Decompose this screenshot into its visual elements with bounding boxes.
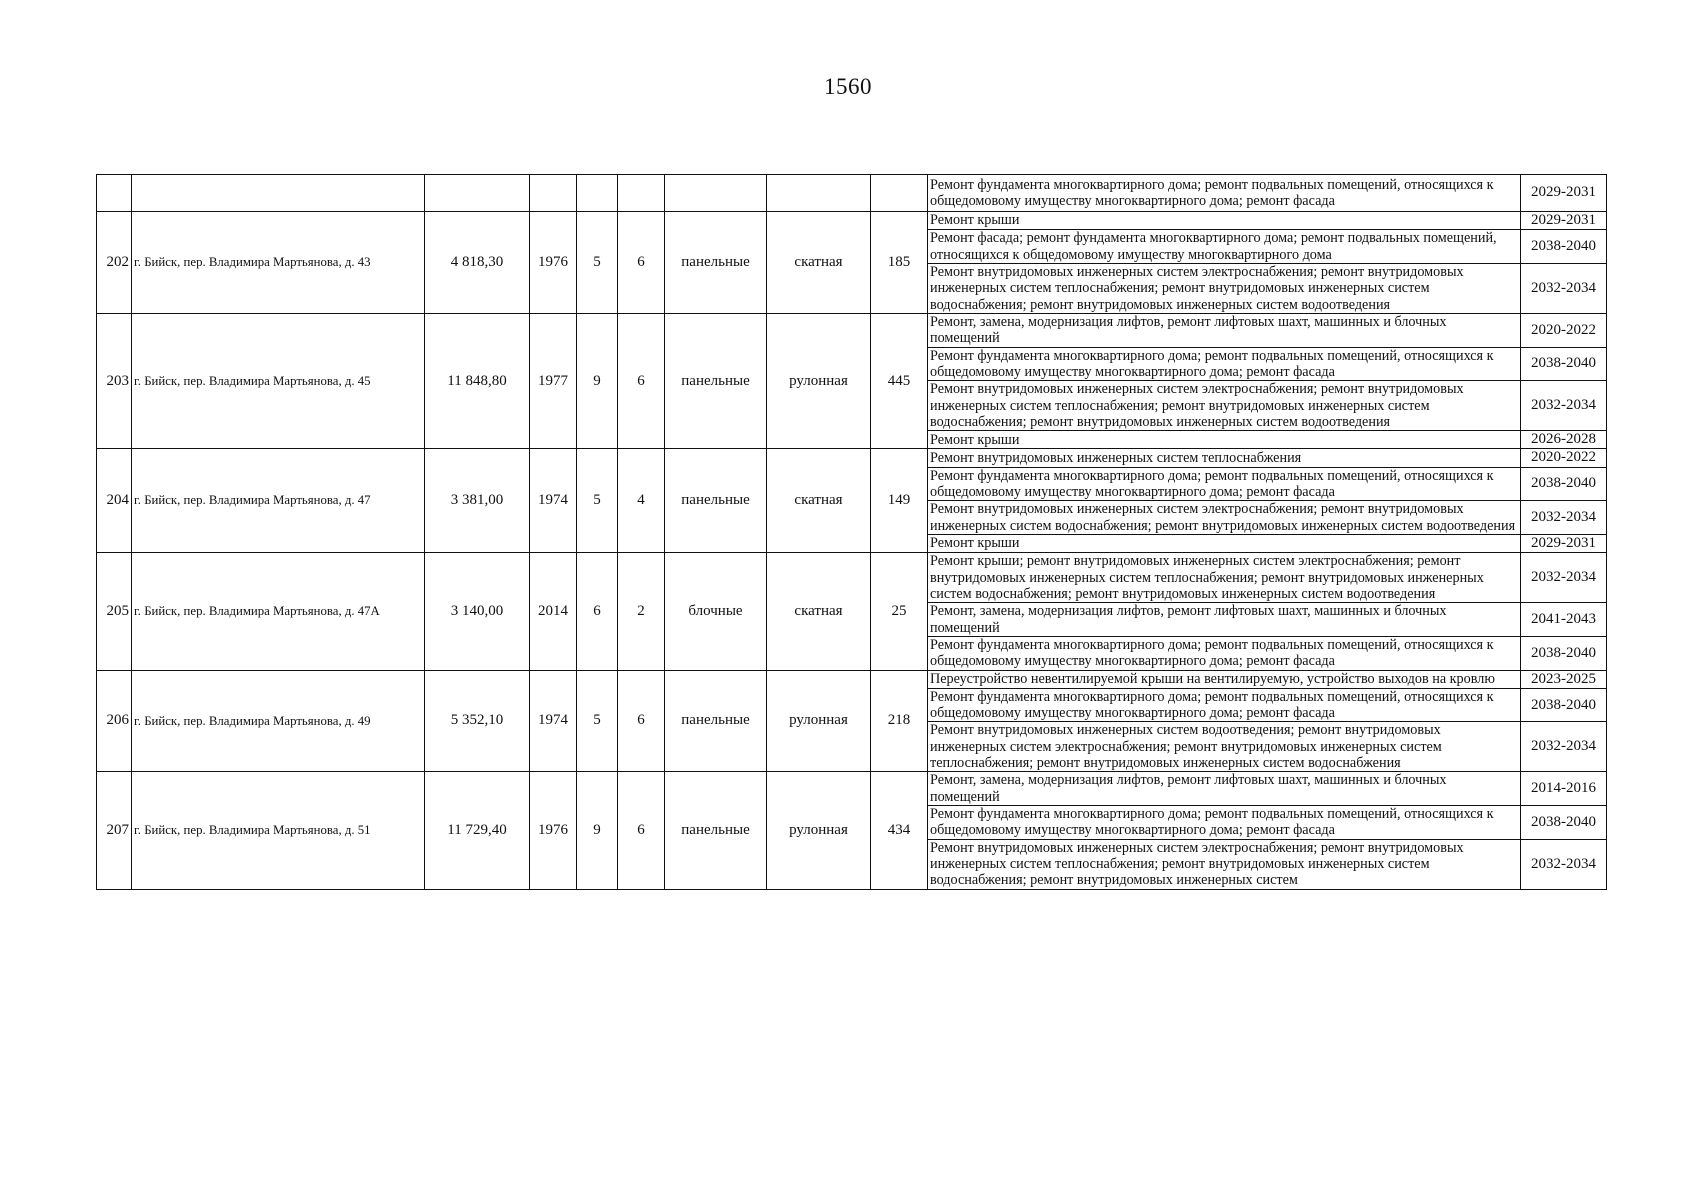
build-year-cell: 1974	[530, 449, 577, 553]
residents-count-cell: 185	[871, 212, 928, 314]
work-description-cell: Ремонт, замена, модернизация лифтов, ремонт лифтовых шахт, машинных и блочных помещений	[928, 603, 1521, 637]
table-row	[97, 212, 1607, 230]
roof-type-cell: рулонная	[767, 670, 871, 772]
work-period-cell: 2038-2040	[1521, 230, 1607, 264]
work-description-cell: Ремонт внутридомовых инженерных систем электроснабжения; ремонт внутридомовых инженерных систем теплоснабжения; ремонт внутридомовых инженерных систем водоснабжения; ремонт внутридомовых инженерных систем водоотведения	[928, 381, 1521, 431]
work-period-cell: 2032-2034	[1521, 263, 1607, 313]
roof-type-cell: рулонная	[767, 772, 871, 889]
floors-cell	[577, 175, 618, 212]
residents-count-cell: 218	[871, 670, 928, 772]
work-description-cell: Ремонт фундамента многоквартирного дома; ремонт подвальных помещений, относящихся к общедомовому имуществу многоквартирного дома; ремонт фасада	[928, 467, 1521, 501]
work-description-cell: Ремонт фундамента многоквартирного дома; ремонт подвальных помещений, относящихся к общедомовому имуществу многоквартирного дома; ремонт фасада	[928, 347, 1521, 381]
roof-type-cell: скатная	[767, 449, 871, 553]
floors-count-cell: 5	[577, 670, 618, 772]
address-cell: г. Бийск, пер. Владимира Мартьянова, д. 47	[132, 449, 425, 553]
work-period-cell: 2038-2040	[1521, 467, 1607, 501]
entrances-count-cell: 6	[618, 670, 665, 772]
total-area-cell: 5 352,10	[425, 670, 530, 772]
total-area-cell: 11 848,80	[425, 313, 530, 449]
record-number-cell: 204	[97, 449, 132, 553]
roof-type-cell: рулонная	[767, 313, 871, 449]
work-period-cell: 2032-2034	[1521, 839, 1607, 889]
roof-type-cell: скатная	[767, 212, 871, 314]
residents-count-cell: 149	[871, 449, 928, 553]
period-cell: 2029-2031	[1521, 175, 1607, 212]
work-period-cell: 2020-2022	[1521, 313, 1607, 347]
work-period-cell: 2041-2043	[1521, 603, 1607, 637]
build-year-cell: 1977	[530, 313, 577, 449]
work-period-cell: 2038-2040	[1521, 347, 1607, 381]
work-description-cell: Ремонт фундамента многоквартирного дома; ремонт подвальных помещений, относящихся к общедомовому имуществу многоквартирного дома; ремонт фасада	[928, 688, 1521, 722]
wall-material-cell: панельные	[665, 670, 767, 772]
table-row	[97, 449, 1607, 467]
work-period-cell: 2032-2034	[1521, 722, 1607, 772]
wall-material-cell: панельные	[665, 772, 767, 889]
entrances-count-cell: 6	[618, 212, 665, 314]
wall-material-cell: панельные	[665, 212, 767, 314]
work-description-cell: Ремонт внутридомовых инженерных систем электроснабжения; ремонт внутридомовых инженерных систем водоснабжения; ремонт внутридомовых инженерных систем водоотведения	[928, 501, 1521, 535]
roof-type-cell: скатная	[767, 553, 871, 670]
address-cell	[132, 175, 425, 212]
table-row	[97, 670, 1607, 688]
build-year-cell: 1974	[530, 670, 577, 772]
address-cell: г. Бийск, пер. Владимира Мартьянова, д. 49	[132, 670, 425, 772]
entrances-count-cell: 2	[618, 553, 665, 670]
wall-material-cell: панельные	[665, 449, 767, 553]
entrances-count-cell: 6	[618, 772, 665, 889]
work-description-cell: Ремонт крыши	[928, 212, 1521, 230]
wall-material-cell: блочные	[665, 553, 767, 670]
residents-count-cell: 434	[871, 772, 928, 889]
work-period-cell: 2023-2025	[1521, 670, 1607, 688]
work-period-cell: 2029-2031	[1521, 535, 1607, 553]
residents-cell	[871, 175, 928, 212]
build-year-cell: 1976	[530, 212, 577, 314]
area-cell	[425, 175, 530, 212]
address-cell: г. Бийск, пер. Владимира Мартьянова, д. 47А	[132, 553, 425, 670]
work-description-cell: Ремонт внутридомовых инженерных систем водоотведения; ремонт внутридомовых инженерных систем электроснабжения; ремонт внутридомовых инженерных систем теплоснабжения; ремонт внутридомовых инженерных систем водоснабжения	[928, 722, 1521, 772]
record-number-cell: 202	[97, 212, 132, 314]
build-year-cell: 1976	[530, 772, 577, 889]
work-description-cell: Ремонт крыши; ремонт внутридомовых инженерных систем электроснабжения; ремонт внутридомовых инженерных систем теплоснабжения; ремонт внутридомовых инженерных систем водоснабжения; ремонт внутридомовых инженерных систем водоотведения	[928, 553, 1521, 603]
work-period-cell: 2032-2034	[1521, 553, 1607, 603]
work-period-cell: 2038-2040	[1521, 636, 1607, 670]
walls-cell	[665, 175, 767, 212]
record-number-cell: 206	[97, 670, 132, 772]
total-area-cell: 3 140,00	[425, 553, 530, 670]
work-description-cell: Ремонт крыши	[928, 431, 1521, 449]
address-cell: г. Бийск, пер. Владимира Мартьянова, д. 43	[132, 212, 425, 314]
repair-schedule-table	[96, 174, 1607, 890]
residents-count-cell: 445	[871, 313, 928, 449]
work-description-cell: Ремонт фундамента многоквартирного дома; ремонт подвальных помещений, относящихся к общедомовому имуществу многоквартирного дома; ремонт фасада	[928, 806, 1521, 840]
work-description-cell: Ремонт внутридомовых инженерных систем теплоснабжения	[928, 449, 1521, 467]
build-year-cell: 2014	[530, 553, 577, 670]
work-description-cell: Ремонт, замена, модернизация лифтов, ремонт лифтовых шахт, машинных и блочных помещений	[928, 313, 1521, 347]
floors-count-cell: 6	[577, 553, 618, 670]
work-description-cell: Ремонт внутридомовых инженерных систем электроснабжения; ремонт внутридомовых инженерных систем теплоснабжения; ремонт внутридомовых инженерных систем водоснабжения; ремонт внутридомовых инженерных систем водоотведения	[928, 263, 1521, 313]
entrances-count-cell: 6	[618, 313, 665, 449]
record-number-cell: 203	[97, 313, 132, 449]
work-description-cell: Ремонт крыши	[928, 535, 1521, 553]
address-cell: г. Бийск, пер. Владимира Мартьянова, д. 51	[132, 772, 425, 889]
work-period-cell: 2020-2022	[1521, 449, 1607, 467]
work-description-cell: Ремонт внутридомовых инженерных систем электроснабжения; ремонт внутридомовых инженерных систем теплоснабжения; ремонт внутридомовых инженерных систем водоснабжения; ремонт внутридомовых инженерных систем	[928, 839, 1521, 889]
work-period-cell: 2026-2028	[1521, 431, 1607, 449]
work-period-cell: 2029-2031	[1521, 212, 1607, 230]
work-period-cell: 2032-2034	[1521, 501, 1607, 535]
work-description-cell: Ремонт фасада; ремонт фундамента многоквартирного дома; ремонт подвальных помещений, относящихся к общедомовому имуществу многоквартирного дома	[928, 230, 1521, 264]
work-period-cell: 2014-2016	[1521, 772, 1607, 806]
work-description-cell: Переустройство невентилируемой крыши на вентилируемую, устройство выходов на кровлю	[928, 670, 1521, 688]
floors-count-cell: 9	[577, 313, 618, 449]
table-body	[97, 175, 1607, 890]
address-cell: г. Бийск, пер. Владимира Мартьянова, д. 45	[132, 313, 425, 449]
wall-material-cell: панельные	[665, 313, 767, 449]
roof-cell	[767, 175, 871, 212]
floors-count-cell: 5	[577, 212, 618, 314]
floors-count-cell: 9	[577, 772, 618, 889]
page-number: 1560	[824, 74, 872, 99]
work-description-cell: Ремонт фундамента многоквартирного дома; ремонт подвальных помещений, относящихся к общедомовому имуществу многоквартирного дома; ремонт фасада	[928, 636, 1521, 670]
entrances-count-cell: 4	[618, 449, 665, 553]
total-area-cell: 11 729,40	[425, 772, 530, 889]
work-cell: Ремонт фундамента многоквартирного дома; ремонт подвальных помещений, относящихся к общедомовому имуществу многоквартирного дома; ремонт фасада	[928, 175, 1521, 212]
year-cell	[530, 175, 577, 212]
table-row	[97, 772, 1607, 806]
table-row	[97, 553, 1607, 603]
work-period-cell: 2032-2034	[1521, 381, 1607, 431]
table-row	[97, 313, 1607, 347]
record-number-cell: 205	[97, 553, 132, 670]
total-area-cell: 4 818,30	[425, 212, 530, 314]
continuation-row	[97, 175, 1607, 212]
work-period-cell: 2038-2040	[1521, 806, 1607, 840]
entrances-cell	[618, 175, 665, 212]
num-cell	[97, 175, 132, 212]
work-description-cell: Ремонт, замена, модернизация лифтов, ремонт лифтовых шахт, машинных и блочных помещений	[928, 772, 1521, 806]
record-number-cell: 207	[97, 772, 132, 889]
residents-count-cell: 25	[871, 553, 928, 670]
floors-count-cell: 5	[577, 449, 618, 553]
work-period-cell: 2038-2040	[1521, 688, 1607, 722]
total-area-cell: 3 381,00	[425, 449, 530, 553]
